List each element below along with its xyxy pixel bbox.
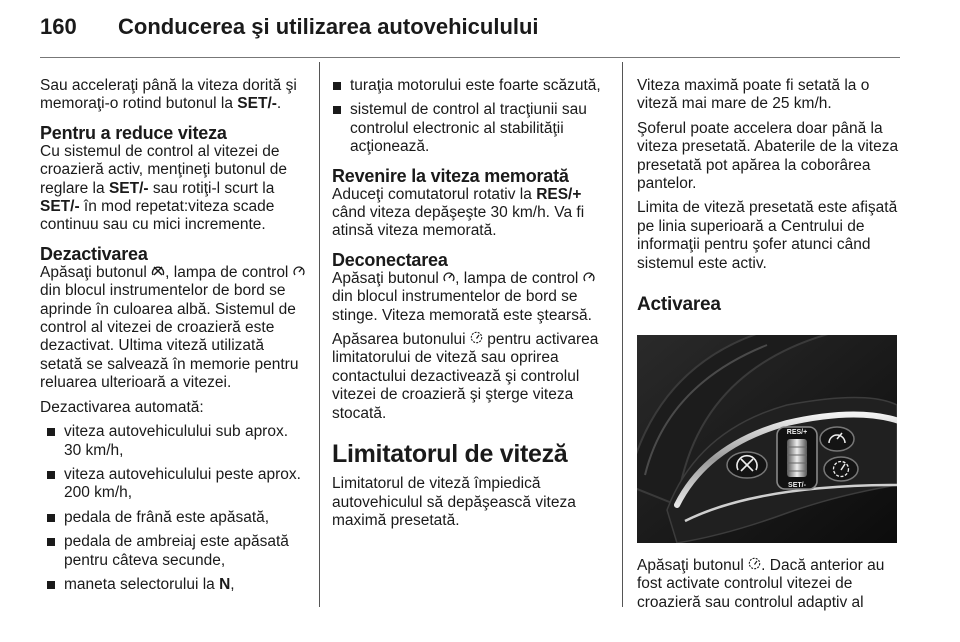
- paragraph: Apăsaţi butonul , lampa de control din blocul instrumentelor de bord se stinge. Viteza memorată este ştearsă.: [332, 270, 606, 325]
- column-1: [40, 77, 308, 600]
- cancel-cruise-icon: [151, 264, 165, 282]
- paragraph: Limita de viteză presetată este afişată pe linia superioară a Centrului de informaţii pentru şofer atunci când sistemul este activ.: [637, 199, 898, 272]
- column-3: [637, 77, 907, 618]
- list-item: pedala de ambreiaj este apăsată pentru câteva secunde,: [46, 533, 308, 570]
- paragraph: Apăsaţi butonul . Dacă anterior au fost activate controlul vitezei de croazieră sau controlul adaptiv al: [637, 557, 885, 611]
- page-header: [40, 14, 539, 44]
- header-divider: [40, 57, 900, 58]
- paragraph: Cu sistemul de control al vitezei de croazieră activ, menţineţi butonul de reglare la SET/- sau rotiţi-l scurt la SET/- în mod repetat:viteza scade continuu sau cu mici incremente.: [40, 142, 287, 234]
- column-divider: [319, 62, 320, 607]
- paragraph: Aduceţi comutatorul rotativ la RES/+ când viteza depăşeşte 30 km/h. Va fi atinsă viteza memorată.: [332, 185, 585, 240]
- cruise-control-icon: [293, 264, 305, 282]
- paragraph: Limitatorul de viteză împiedică autovehiculul să depăşească viteza maximă presetată.: [332, 475, 576, 529]
- speed-limiter-icon: [748, 557, 761, 575]
- steering-wheel-illustration: [637, 335, 897, 543]
- column-2: [332, 77, 606, 536]
- paragraph: Apăsaţi butonul , lampa de control din blocul instrumentelor de bord se aprinde în culoarea albă. Sistemul de control al vitezei de croazieră este dezactivat. Ultima viteză utilizată setată se salvează în memorie pentru reluarea ulterioară a vitezei.: [40, 264, 308, 393]
- cruise-control-icon: [443, 270, 455, 288]
- section-heading-deactivation: Dezactivarea: [40, 243, 148, 264]
- paragraph: Sau acceleraţi până la viteza dorită şi memoraţi-o rotind butonul la SET/-.: [40, 77, 297, 113]
- paragraph: Dezactivarea automată:: [40, 398, 204, 416]
- list-item: turaţia motorului este foarte scăzută,: [332, 77, 606, 95]
- section-heading-speed-limiter: Limitatorul de viteză: [332, 440, 568, 469]
- speed-limiter-icon: [470, 331, 483, 349]
- paragraph: Viteza maximă poate fi setată la o viteză mai mare de 25 km/h.: [637, 77, 870, 113]
- page-title: Conducerea şi utilizarea autovehiculului: [118, 14, 539, 39]
- section-heading-reduce-speed: Pentru a reduce viteza: [40, 122, 227, 143]
- section-heading-disconnect: Deconectarea: [332, 249, 448, 270]
- section-heading-activation: Activarea: [637, 294, 721, 316]
- section-heading-resume: Revenire la viteza memorată: [332, 165, 569, 186]
- bullet-list: [46, 423, 308, 594]
- wheel-label-set: SET/-: [788, 482, 806, 490]
- list-item: viteza autovehiculului sub aprox. 30 km/h,: [46, 423, 308, 460]
- page-number: 160: [40, 14, 77, 39]
- list-item: sistemul de control al tracţiunii sau controlul electronic al stabilităţii acţionează.: [332, 101, 606, 156]
- cruise-control-icon: [583, 270, 595, 288]
- paragraph: Şoferul poate accelera doar până la viteza presetată. Abaterile de la viteza presetată pot apărea la coborârea pantelor.: [637, 119, 899, 193]
- paragraph: Apăsarea butonului pentru activarea limitatorului de viteză sau oprirea contactului dezactivează şi controlul vitezei de croazieră şi şterge viteza stocată.: [332, 331, 599, 422]
- bullet-list: [332, 77, 606, 157]
- wheel-label-res: RES/+: [786, 429, 808, 437]
- list-item: maneta selectorului la N,: [46, 576, 308, 594]
- list-item: pedala de frână este apăsată,: [46, 509, 308, 527]
- list-item: viteza autovehiculului peste aprox. 200 km/h,: [46, 466, 308, 503]
- column-divider: [622, 62, 623, 607]
